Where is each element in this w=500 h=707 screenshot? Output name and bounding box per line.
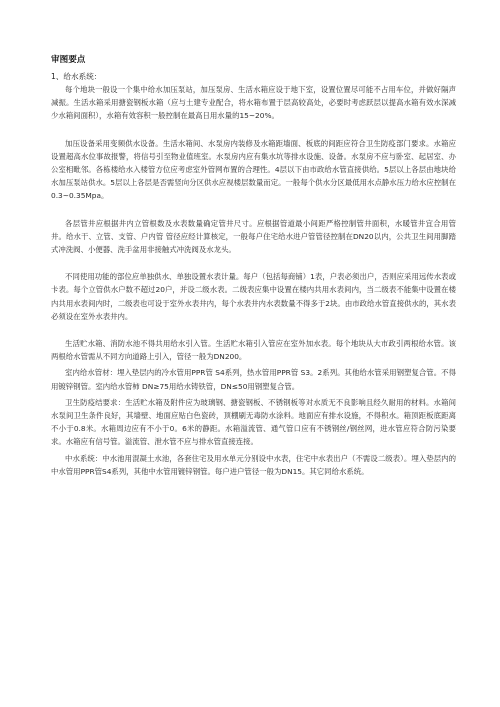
document-heading: 审图要点 <box>51 55 86 65</box>
paragraph-inlet-pipes: 生活贮水箱、消防水池不得共用给水引入管。生活贮水箱引入管应在室外加水表。每个地块从大市政引两根给水管。该两根给水管需从不同方向道路上引入，管径一般为DN200。 <box>51 339 456 362</box>
paragraph-sanitary-requirements: 卫生防疫结要求：生活贮水箱及附件应为玻璃钢、搪瓷钢板、不锈钢板等对水质无不良影响且经久耐用的材料。水箱间水泵间卫生条件良好，其墙壁、地面应贴白色瓷砖，顶棚刷无毒防水涂料。地面应有排水设施，不得积水。箱顶距板底距离不小于0.8米。水箱周边应有不小于0。6米的静距。水箱溢流管、通气管口应有不锈钢丝/钢丝网，进水管应符合防污染要求。水箱应有信号管。溢流管、泄水管不应与排水管直接连接。 <box>51 397 456 447</box>
paragraph-water-meters: 不同使用功能的部位应单独供水、单独设置水表计量。每户（包括每商铺）1表，户表必须出户，否则应采用远传水表或卡表。每个立管供水户数不超过20户，并设二级水表。二级表应集中设置在楼内共用水表间内，当二级表不能集中设置在楼内共用水表间内时，二级表也可设于室外水表井内，每个水表井内水表数量不得多于2块。由市政给水管直接供水的，其水表必须设在室外水表井内。 <box>51 272 456 321</box>
section-title: 1、给水系统： <box>51 72 102 81</box>
paragraph-pressurization-equipment: 加压设备采用变频供水设备。生活水箱间、水泵房内装修及水箱距墙面、板底的间距应符合卫生防疫部门要求。水箱应设置超高水位事故报警，将信号引至物业值班室。水泵房内应有集水坑等排水设施、设备。水泵房不应与卧室、起居室、办公室相毗邻。各栋楼给水入楼管方位应考虑室外管网布置的合理性。4层以下由市政给水管直接供给。5层以上各层由地块给水加压泵站供水。5层以上各层是否需竖向分区供水应视楼层数量而定。一般每个供水分区最低用水点静水压力给水应控制在0.3~0.35Mpa。 <box>51 138 456 201</box>
paragraph-reclaimed-water-system: 中水系统：中水池用混凝土水池，各套住宅及用水单元分别设中水表，住宅中水表出户（不需设二级表）。埋入垫层内的中水管用PPR管S4系列，其他中水管用镀锌钢管。每户进户管径一般为DN15。其它同给水系统。 <box>51 453 456 476</box>
paragraph-pipe-shafts: 各层管井应根据井内立管根数及水表数量确定管井尺寸。应根据管道最小间距严格控制管井面积，水暖管井宜合用管井。给水干、立管、支管、户内管 管径应经计算核定，一般每户住宅给水进户管管径控制在DN20以内，公共卫生间用脚踏式冲洗阀、小便器、洗手盆用非接触式冲洗阀及水龙头。 <box>51 218 456 255</box>
paragraph-pipe-materials: 室内给水管材：埋入垫层内的冷水管用PPR管 S4系列，热水管用PPR管 S3。2系列。其他给水管采用钢塑复合管。不得用镀锌钢管。室内给水管柿 DN≥75用给水铸铁管，DN≤50用钢塑复合管。 <box>51 368 456 391</box>
paragraph-water-pump-station: 每个地块一般设一个集中给水加压泵站，加压泵房、生活水箱应设于地下室，设置位置尽可能不占用车位，并做好隔声减振。生活水箱采用搪瓷钢板水箱（应与土建专业配合，将水箱布置于层高较高处，必要时考虑跃层以提高水箱有效水深减少水箱间面积），水箱有效容积一般控制在最高日用水量的15~20%。 <box>51 85 456 121</box>
